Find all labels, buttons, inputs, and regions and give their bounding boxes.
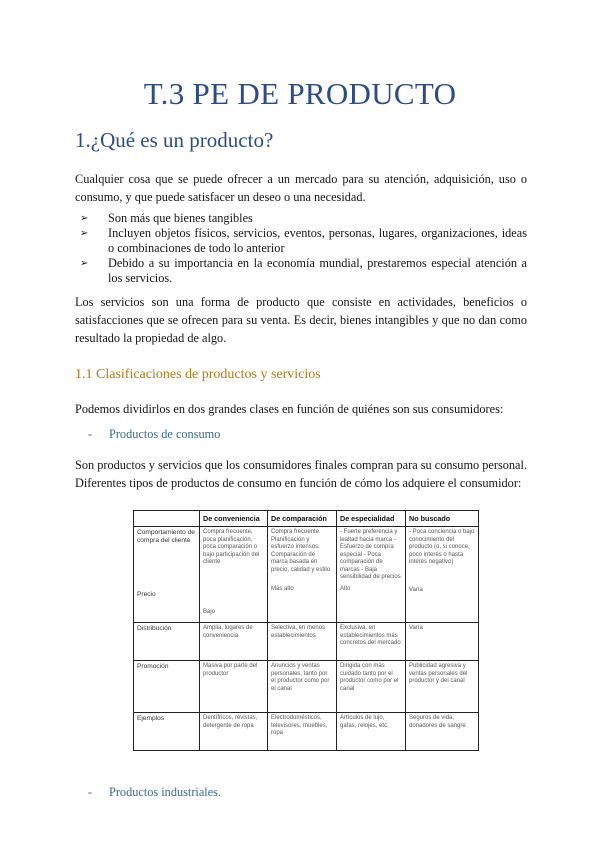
classes-lead-paragraph: Podemos dividirlos en dos grandes clases en función de quiénes son sus consumidores: (75, 402, 504, 416)
table-row (134, 661, 479, 713)
consumer-products-paragraph: Son productos y servicios que los consumidores finales compran para su consumo personal. Diferentes tipos de productos de consumo en función de cómo los adquiere el consumidor: (75, 458, 527, 490)
table-cell: Varía (406, 623, 479, 661)
cell-text: Compra frecuente, poca planificación, poca comparación o bajo participación del cliente (203, 529, 260, 565)
dash-bullet-icon: - (88, 427, 93, 441)
table-cell (337, 527, 406, 623)
consumer-products-table (133, 510, 479, 751)
cell-text: - Fuerte preferencia y lealtad hacia marca - Esfuerzo de compra especial - Poca comparación de marcas - Baja sensibilidad de precios (340, 529, 401, 580)
bullet-item (80, 256, 527, 286)
table-header-cell: De comparación (268, 511, 337, 527)
table-row (134, 713, 479, 751)
table-row-label: Ejemplos (134, 713, 200, 751)
cell-subtext: Varía (409, 586, 423, 593)
bullet-text: Debido a su importancia en la economía mundial, prestaremos especial atención a los servicios. (108, 256, 527, 285)
intro-paragraph: Cualquier cosa que se puede ofrecer a un mercado para su atención, adquisición, uso o consumo, y que puede satisfacer un deseo o una necesidad. (75, 172, 527, 204)
row-label-text: Comportamiento de compra del cliente (137, 529, 195, 544)
table-row-label: Distribución (134, 623, 200, 661)
list-item-consumer-products (88, 427, 220, 442)
table-cell: Amplia, lugares de conveniencia (200, 623, 268, 661)
table-cell (200, 527, 268, 623)
cell-text: Compra frecuente. Planificación y esfuerzo intensos. Comparación de marca basada en precio, calidad y estilo (271, 529, 331, 573)
dash-bullet-icon: - (88, 785, 93, 799)
table-cell: Exclusiva, en establecimientos más concretos del mercado (337, 623, 406, 661)
bullet-text: Incluyen objetos físicos, servicios, eventos, personas, lugares, organizaciones, ideas o combinaciones de todo lo anterior (108, 226, 527, 255)
bullet-item (80, 211, 527, 226)
row-sublabel-text: Precio (137, 591, 156, 598)
subsection-heading-classifications: 1.1 Clasificaciones de productos y servicios (75, 367, 321, 382)
table-cell: Selectiva, en menos establecimientos (268, 623, 337, 661)
table-header-row (134, 511, 479, 527)
table-cell (268, 527, 337, 623)
arrow-bullet-icon: ➢ (80, 258, 89, 269)
table-cell: Electrodomésticos, televisores, muebles, ropa (268, 713, 337, 751)
table-cell: Dentífricos, revistas, detergente de ropa (200, 713, 268, 751)
table-row-label (134, 527, 200, 623)
arrow-bullet-icon: ➢ (80, 213, 89, 224)
table-cell: Seguros de vida, donadores de sangre (406, 713, 479, 751)
table-row (134, 623, 479, 661)
table-header-cell: De conveniencia (200, 511, 268, 527)
table-cell: Masiva por parte del productor (200, 661, 268, 713)
table-cell: Anuncios y ventas personales, tanto por el productor como por el canal (268, 661, 337, 713)
list-item-industrial-products (88, 785, 221, 800)
list-item-label: Productos industriales. (109, 785, 222, 799)
bullet-text: Son más que bienes tangibles (108, 211, 253, 225)
cell-subtext: Bajo (203, 608, 216, 615)
table-header-cell (134, 511, 200, 527)
arrow-bullet-icon: ➢ (80, 228, 89, 239)
document-title: T.3 PE DE PRODUCTO (143, 76, 457, 111)
cell-text: - Poca conciencia o bajo conocimiento del producto (o, si conoce, poco interés o hasta interés negativo) (409, 529, 475, 565)
bullet-list (80, 211, 527, 286)
table-header-cell: De especialidad (337, 511, 406, 527)
list-item-label: Productos de consumo (109, 427, 221, 441)
section-heading-what-is-product: 1.¿Qué es un producto? (75, 128, 274, 152)
cell-subtext: Alto (340, 585, 351, 592)
table-row-label: Promoción (134, 661, 200, 713)
table-cell: Artículos de lujo, gafas, relojes, etc. (337, 713, 406, 751)
table-row (134, 527, 479, 623)
table-cell: Publicidad agresiva y ventas personales del productor y del canal (406, 661, 479, 713)
services-paragraph: Los servicios son una forma de producto que consiste en actividades, beneficios o satisfacciones que se ofrecen para su venta. Es decir, bienes intangibles y que no dan como resultado la propiedad de algo. (75, 295, 527, 345)
table-header-cell: No buscado (406, 511, 479, 527)
bullet-item (80, 226, 527, 256)
table-cell: Dirigida con más cuidado tanto por el productor como por el canal (337, 661, 406, 713)
cell-subtext: Más alto (271, 586, 294, 592)
table-cell (406, 527, 479, 623)
